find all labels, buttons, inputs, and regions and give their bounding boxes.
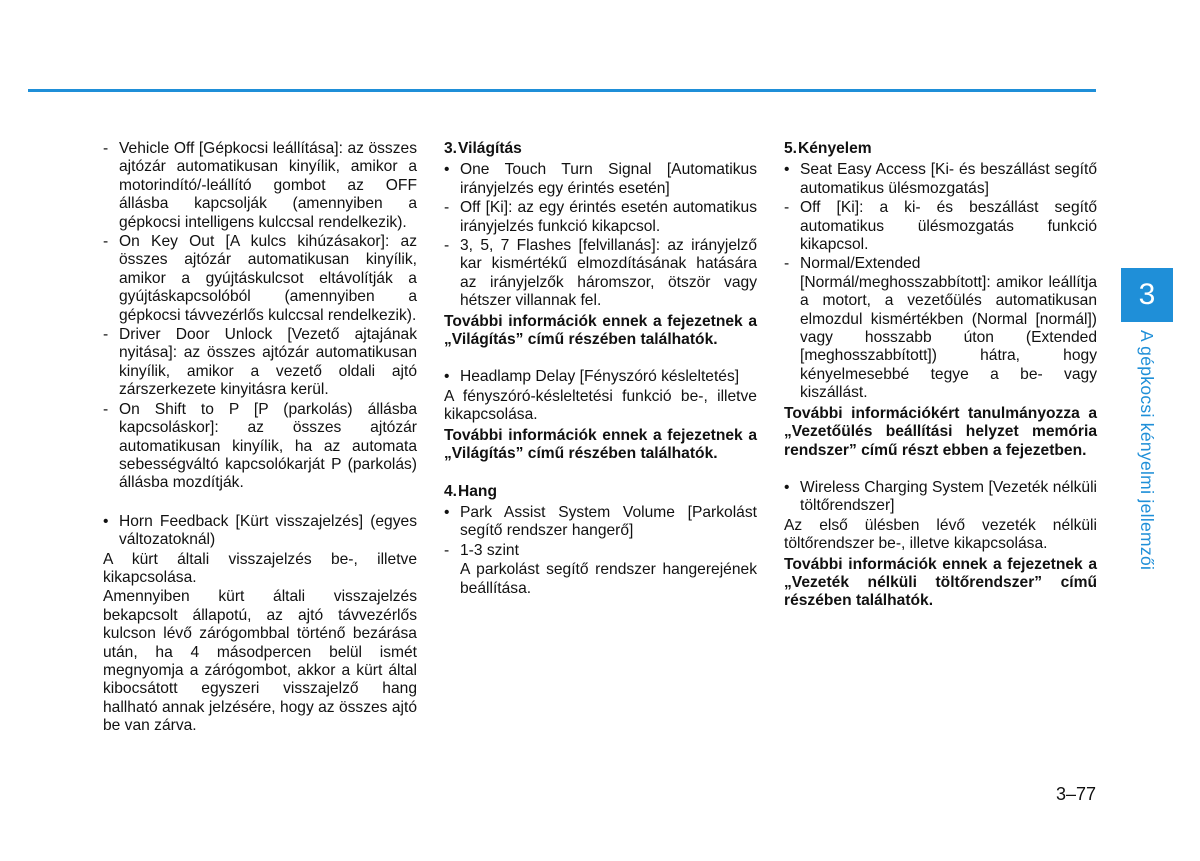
list-item: - 3, 5, 7 Flashes [felvillanás]: az irányjelző kar kismértékű elmozdításának hatására az irányjelzők háromszor, ötször vagy hétszer villannak fel. [444, 237, 757, 310]
list-item: - Vehicle Off [Gépkocsi leállítása]: az összes ajtózár automatikusan kinyílik, amikor a motorindító/-leállító gombot az OFF állásba kapcsolják (amennyiben a gépkocsi intelligens kulccsal rendelkezik). [103, 140, 417, 231]
list-item: • Seat Easy Access [Ki- és beszállást segítő automatikus ülésmozgatás] [784, 161, 1097, 197]
list-item: - On Shift to P [P (parkolás) állásba kapcsoláskor]: az összes ajtózár automatikusan kinyílik, ha az automata sebességváltó kapcsolókarját P (parkolás) állásba mozdítják. [103, 400, 417, 492]
list-item: - Off [Ki]: az egy érintés esetén automatikus irányjelzés funkció kikapcsol. [444, 199, 757, 235]
horn-feedback-item: • Horn Feedback [Kürt visszajelzés] (egyes változatoknál) [103, 512, 417, 549]
list-item: • Wireless Charging System [Vezeték nélküli töltőrendszer] [784, 478, 1097, 515]
indented-text: A parkolást segítő rendszer hangerejének beállítása. [460, 561, 757, 597]
column-2 [444, 140, 757, 598]
note: További információkért tanulmányozza a „Vezetőülés beállítási helyzet memória rendszer” című részt ebben a fejezetben. [784, 404, 1097, 459]
top-rule [28, 89, 1096, 92]
note: További információk ennek a fejezetnek a „Vezeték nélküli töltőrendszer” című részében találhatók. [784, 555, 1097, 610]
chapter-tab: 3 [1121, 268, 1173, 322]
list-item: - 1-3 szint [444, 541, 519, 559]
paragraph: A fényszóró-késleltetési funkció be-, illetve kikapcsolása. [444, 387, 757, 424]
list-item: - Driver Door Unlock [Vezető ajtajának nyitása]: az összes ajtózár automatikusan kinyílik, amikor a vezető oldali ajtó zárszerkezete kinyitásra kerül. [103, 326, 417, 399]
section-heading: 3.Világítás [444, 140, 522, 157]
column-3 [784, 140, 1097, 611]
list-item: • One Touch Turn Signal [Automatikus irányjelzés egy érintés esetén] [444, 161, 757, 197]
paragraph: A kürt általi visszajelzés be-, illetve kikapcsolása. [103, 550, 417, 586]
list-item: - On Key Out [A kulcs kihúzásakor]: az összes ajtózár automatikusan kinyílik, amikor a gyújtáskulcsot eltávolítják a gyújtáskapcsolóból (amennyiben a gépkocsi távvezérlős kulccsal rendelkezik). [103, 233, 417, 324]
list-item: • Headlamp Delay [Fényszóró késleltetés] [444, 368, 740, 386]
section-heading: 4.Hang [444, 482, 497, 500]
page-number: 3–77 [1056, 784, 1097, 804]
list-item: • Park Assist System Volume [Parkolást segítő rendszer hangerő] [444, 503, 757, 540]
chapter-title: A gépkocsi kényelmi jellemzői [1137, 330, 1157, 571]
paragraph: Az első ülésben lévő vezeték nélküli töltőrendszer be-, illetve kikapcsolása. [784, 516, 1097, 553]
note: További információk ennek a fejezetnek a „Világítás” című részében találhatók. [444, 312, 757, 349]
column-1 [103, 140, 417, 737]
paragraph: Amennyiben kürt általi visszajelzés bekapcsolt állapotú, az ajtó távvezérlős kulcson lévő zárógombbal történő bezárása után, ha 4 másodpercen belül ismét megnyomja a zárógombot, akkor a kürt által kibocsátott egyszeri visszajelző hang hallható annak jelzésére, hogy az összes ajtó be van zárva. [103, 588, 417, 735]
section-heading: 5.Kényelem [784, 140, 872, 157]
list-item: - Off [Ki]: a ki- és beszállást segítő automatikus ülésmozgatás funkció kikapcsol. [784, 199, 1097, 254]
list-item: - Normal/Extended [Normál/meghosszabbított]: amikor leállítja a motort, a vezetőülés automatikusan elmozdul kismértékben (Normal [normál]) vagy hosszabb úton (Extended [meghosszabbított]) hátra, hogy kényelmesebbé tegye a be- vagy kiszállást. [784, 255, 1097, 402]
note: További információk ennek a fejezetnek a „Világítás” című részében találhatók. [444, 426, 757, 463]
